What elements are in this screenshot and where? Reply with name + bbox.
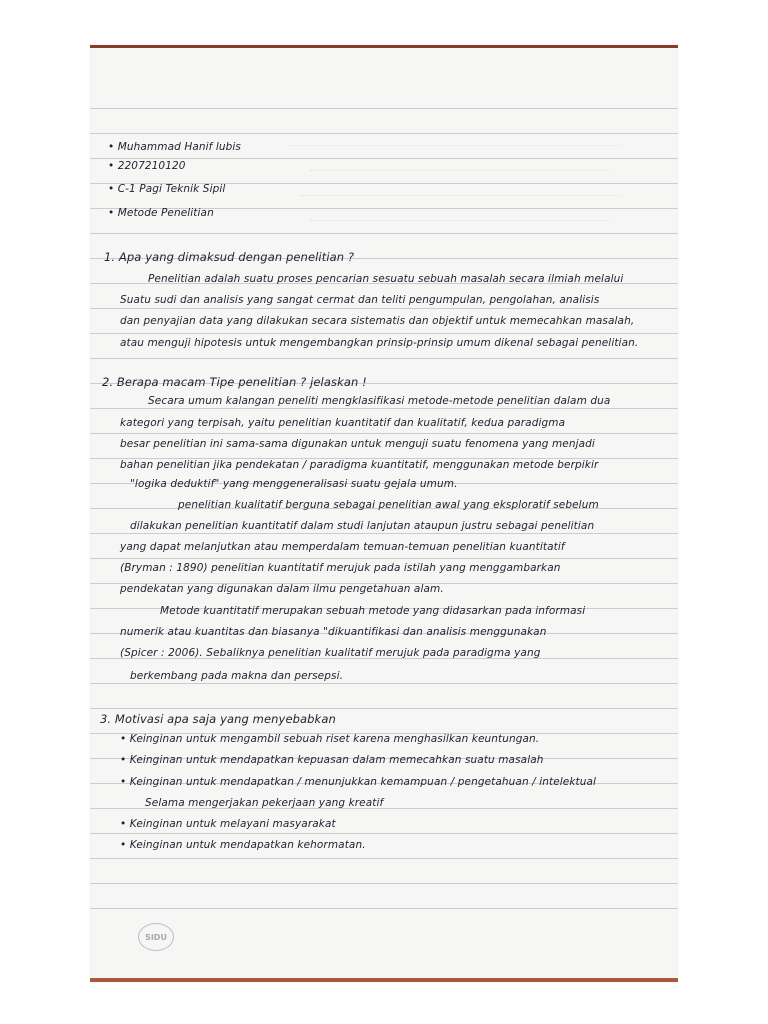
answer-2-line: penelitian kualitatif berguna sebagai penelitian awal yang eksploratif sebelum — [178, 499, 599, 511]
bleed-through-mark — [310, 170, 610, 177]
answer-2-line: dilakukan penelitian kuantitatif dalam studi lanjutan ataupun justru sebagai penelitian — [130, 520, 595, 532]
bleed-through-mark — [310, 220, 610, 227]
ruled-line — [90, 833, 678, 834]
page-bottom-edge — [90, 978, 678, 982]
ruled-line — [90, 433, 678, 434]
answer-3-item: • Keinginan untuk melayani masyarakat — [120, 818, 336, 830]
answer-3-item: • Keinginan untuk mendapatkan kepuasan dalam memecahkan suatu masalah — [120, 754, 544, 766]
ruled-line — [90, 908, 678, 909]
answer-2-line: berkembang pada makna dan persepsi. — [130, 670, 344, 682]
answer-2-line: "logika deduktif" yang menggeneralisasi suatu gejala umum. — [130, 478, 458, 490]
answer-3-item: • Keinginan untuk mengambil sebuah riset karena menghasilkan keuntungan. — [120, 733, 540, 745]
class-info: • C-1 Pagi Teknik Sipil — [108, 183, 226, 195]
ruled-line — [90, 308, 678, 309]
answer-2-line: (Spicer : 2006). Sebaliknya penelitian kualitatif merujuk pada paradigma yang — [120, 647, 541, 659]
student-name: • Muhammad Hanif lubis — [108, 141, 241, 153]
ruled-line — [90, 858, 678, 859]
ruled-line — [90, 883, 678, 884]
bleed-through-mark — [300, 195, 620, 202]
answer-3-item: • Keinginan untuk mendapatkan / menunjukkan kemampuan / pengetahuan / intelektual — [120, 776, 597, 788]
answer-1-line: Penelitian adalah suatu proses pencarian sesuatu sebuah masalah secara ilmiah melalui — [148, 273, 624, 285]
ruled-line — [90, 683, 678, 684]
answer-1-line: dan penyajian data yang dilakukan secara sistematis dan objektif untuk memecahkan masalah, — [120, 315, 635, 327]
ruled-line — [90, 558, 678, 559]
ruled-line — [90, 233, 678, 234]
student-number: • 2207210120 — [108, 160, 186, 172]
ruled-line — [90, 108, 678, 109]
ruled-line — [90, 408, 678, 409]
answer-2-line: numerik atau kuantitas dan biasanya "dikuantifikasi dan analisis menggunakan — [120, 626, 547, 638]
bleed-through-mark — [290, 145, 620, 152]
answer-2-line: Secara umum kalangan peneliti mengklasifikasi metode-metode penelitian dalam dua — [148, 395, 611, 407]
answer-3-item: Selama mengerjakan pekerjaan yang kreatif — [145, 797, 384, 809]
answer-1-line: atau menguji hipotesis untuk mengembangkan prinsip-prinsip umum dikenal sebagai penelitian. — [120, 337, 639, 349]
ruled-line — [90, 158, 678, 159]
answer-2-line: bahan penelitian jika pendekatan / paradigma kuantitatif, menggunakan metode berpikir — [120, 459, 599, 471]
question-2: 2. Berapa macam Tipe penelitian ? jelaskan ! — [102, 375, 367, 389]
ruled-line — [90, 708, 678, 709]
answer-2-line: Metode kuantitatif merupakan sebuah metode yang didasarkan pada informasi — [160, 605, 586, 617]
answer-1-line: Suatu sudi dan analisis yang sangat cermat dan teliti pengumpulan, pengolahan, analisis — [120, 294, 600, 306]
answer-2-line: besar penelitian ini sama-sama digunakan untuk menguji suatu fenomena yang menjadi — [120, 438, 595, 450]
subject-title: • Metode Penelitian — [108, 207, 214, 219]
question-3: 3. Motivasi apa saja yang menyebabkan — [100, 712, 336, 726]
question-1: 1. Apa yang dimaksud dengan penelitian ? — [104, 250, 355, 264]
answer-2-line: pendekatan yang digunakan dalam ilmu pengetahuan alam. — [120, 583, 444, 595]
answer-2-line: kategori yang terpisah, yaitu penelitian kuantitatif dan kualitatif, kedua paradigma — [120, 417, 566, 429]
answer-2-line: (Bryman : 1890) penelitian kuantitatif merujuk pada istilah yang menggambarkan — [120, 562, 561, 574]
ruled-line — [90, 333, 678, 334]
answer-3-item: • Keinginan untuk mendapatkan kehormatan. — [120, 839, 366, 851]
ruled-line — [90, 133, 678, 134]
sidu-logo: SIDU — [138, 923, 174, 951]
notebook-page — [90, 45, 678, 982]
page-top-edge — [90, 45, 678, 48]
answer-2-line: yang dapat melanjutkan atau memperdalam temuan-temuan penelitian kuantitatif — [120, 541, 565, 553]
ruled-line — [90, 358, 678, 359]
ruled-line — [90, 533, 678, 534]
